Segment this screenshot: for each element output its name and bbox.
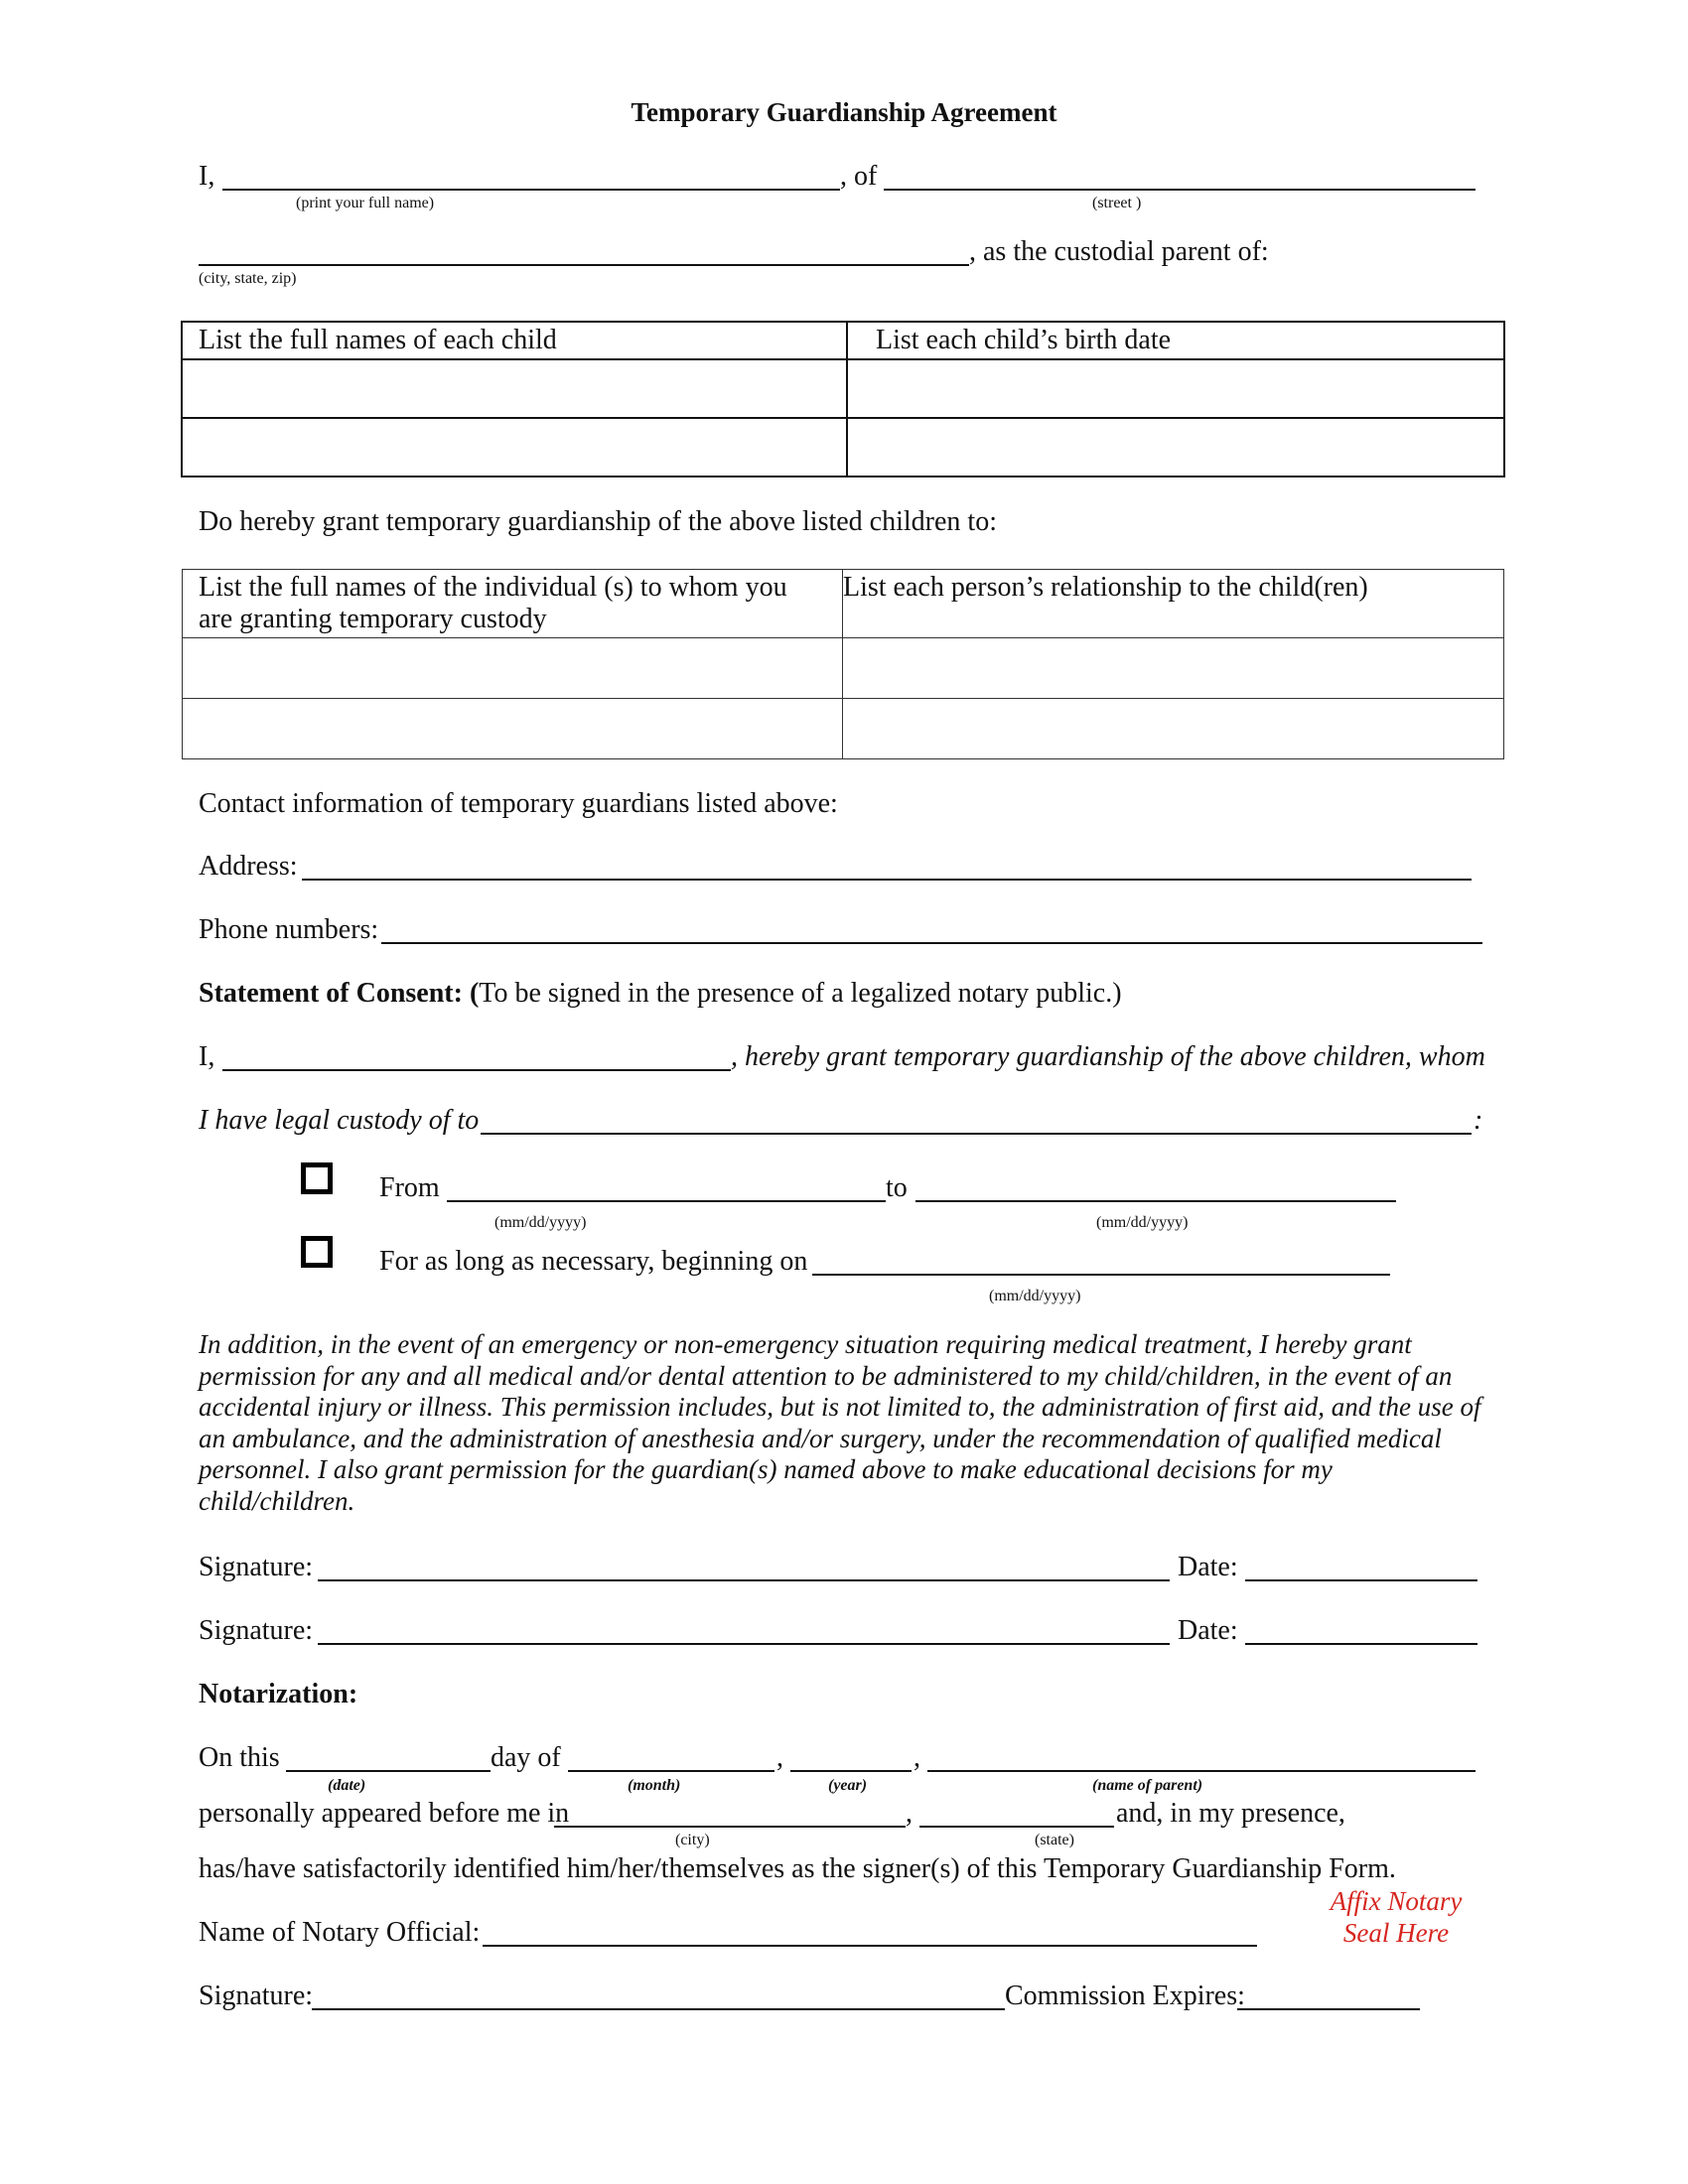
comma-3: , <box>906 1798 913 1829</box>
address-field[interactable] <box>302 879 1472 881</box>
custodial-text: , as the custodial parent of: <box>969 236 1269 267</box>
date-field-1[interactable] <box>1245 1579 1477 1581</box>
beginning-date-hint: (mm/dd/yyyy) <box>989 1288 1081 1304</box>
to-label: to <box>886 1172 908 1203</box>
children-col-birthdate-header: List each child’s birth date <box>847 322 1504 359</box>
i-prefix: I, <box>199 161 215 192</box>
custody-end: : <box>1474 1105 1483 1136</box>
notary-parent-name-field[interactable] <box>927 1770 1476 1772</box>
date-label: Date: <box>1178 1615 1238 1646</box>
consent-i-prefix: I, <box>199 1041 215 1072</box>
commission-label: Commission Expires: <box>1005 1980 1245 2011</box>
from-label: From <box>379 1172 440 1203</box>
phone-label: Phone numbers: <box>199 914 379 945</box>
contact-heading: Contact information of temporary guardians listed above: <box>199 788 838 819</box>
parent-hint: (name of parent) <box>1092 1777 1203 1794</box>
signature-field-1[interactable] <box>318 1579 1170 1581</box>
street-field[interactable] <box>884 189 1476 191</box>
city-state-zip-field[interactable] <box>199 264 969 266</box>
parent-name-field[interactable] <box>222 189 840 191</box>
date-hint: (date) <box>328 1777 366 1794</box>
from-date-field[interactable] <box>447 1200 886 1202</box>
children-col-name-header: List the full names of each child <box>182 322 847 359</box>
notary-seal-area <box>1307 1885 1485 1949</box>
guardian-relationship-cell[interactable] <box>843 699 1504 759</box>
appeared-text: personally appeared before me in <box>199 1798 570 1829</box>
guardian-name-cell[interactable] <box>183 699 843 759</box>
year-hint: (year) <box>828 1777 868 1794</box>
notary-month-field[interactable] <box>568 1770 774 1772</box>
medical-permission-paragraph: In addition, in the event of an emergency or non-emergency situation requiring medical treatment, I hereby grant permission for any and all medical and/or dental attention to be administered to my child/children, in the event of an accidental injury or illness. This permission includes, but is not limited to, the administration of first aid, and the use of an ambulance, and the administration of anesthesia and/or surgery, under the recommendation of qualified medical personnel. I also grant permission for the guardian(s) named above to make educational decisions for my child/children. <box>199 1329 1481 1516</box>
custody-field[interactable] <box>481 1133 1472 1135</box>
consent-heading <box>199 978 1122 1010</box>
beginning-date-field[interactable] <box>812 1274 1390 1276</box>
consent-name-field[interactable] <box>222 1069 731 1071</box>
consent-grant-text: , hereby grant temporary guardianship of the above children, whom <box>731 1041 1485 1072</box>
notary-name-field[interactable] <box>483 1945 1257 1947</box>
from-date-hint: (mm/dd/yyyy) <box>494 1214 587 1231</box>
notary-name-label: Name of Notary Official: <box>199 1917 481 1948</box>
seal-line-2: Seal Here <box>1342 1918 1450 1948</box>
consent-heading-bold: Statement of Consent: ( <box>199 978 480 1009</box>
print-name-hint: (print your full name) <box>296 195 435 211</box>
from-to-checkbox[interactable] <box>301 1162 333 1194</box>
to-date-field[interactable] <box>915 1200 1396 1202</box>
on-this-text: On this <box>199 1742 280 1773</box>
notary-state-field[interactable] <box>919 1826 1114 1828</box>
notarization-heading: Notarization: <box>199 1679 358 1709</box>
long-as-label: For as long as necessary, beginning on <box>379 1246 808 1277</box>
of-text: , of <box>840 161 878 192</box>
month-hint: (month) <box>628 1777 681 1794</box>
child-birthdate-cell[interactable] <box>847 359 1504 418</box>
day-of-text: day of <box>491 1742 561 1773</box>
city-hint: (city) <box>675 1832 710 1848</box>
street-hint: (street ) <box>1092 195 1142 211</box>
identified-text: has/have satisfactorily identified him/her/themselves as the signer(s) of this Temporary Guardianship Form. <box>199 1853 1396 1884</box>
child-name-cell[interactable] <box>182 418 847 477</box>
grant-text: Do hereby grant temporary guardianship of the above listed children to: <box>199 506 997 537</box>
commission-expires-field[interactable] <box>1237 2008 1420 2010</box>
notary-city-field[interactable] <box>554 1826 906 1828</box>
custody-text: I have legal custody of to <box>199 1105 480 1136</box>
notary-year-field[interactable] <box>790 1770 912 1772</box>
date-label: Date: <box>1178 1552 1238 1582</box>
guardians-col-relationship-header: List each person’s relationship to the child(ren) <box>843 570 1504 638</box>
signature-field-2[interactable] <box>318 1643 1170 1645</box>
guardians-table <box>182 569 1504 759</box>
long-as-necessary-checkbox[interactable] <box>301 1236 333 1268</box>
child-name-cell[interactable] <box>182 359 847 418</box>
signature-label: Signature: <box>199 1615 314 1646</box>
to-date-hint: (mm/dd/yyyy) <box>1096 1214 1189 1231</box>
notary-date-field[interactable] <box>286 1770 491 1772</box>
presence-text: and, in my presence, <box>1116 1798 1345 1829</box>
notary-signature-field[interactable] <box>312 2008 1005 2010</box>
guardians-col-name-header: List the full names of the individual (s) to whom you are granting temporary custody <box>183 570 843 638</box>
comma-1: , <box>776 1742 783 1773</box>
date-field-2[interactable] <box>1245 1643 1477 1645</box>
child-birthdate-cell[interactable] <box>847 418 1504 477</box>
notary-signature-label: Signature: <box>199 1980 314 2011</box>
consent-heading-rest: To be signed in the presence of a legalized notary public.) <box>479 978 1122 1009</box>
address-label: Address: <box>199 851 298 882</box>
page-title: Temporary Guardianship Agreement <box>631 97 1057 127</box>
phone-field[interactable] <box>381 942 1482 944</box>
seal-line-1: Affix Notary <box>1330 1886 1463 1916</box>
state-hint: (state) <box>1035 1832 1074 1848</box>
guardian-relationship-cell[interactable] <box>843 638 1504 699</box>
guardian-name-cell[interactable] <box>183 638 843 699</box>
comma-2: , <box>914 1742 920 1773</box>
children-table <box>181 321 1505 478</box>
signature-label: Signature: <box>199 1552 314 1582</box>
city-state-zip-hint: (city, state, zip) <box>199 270 297 287</box>
